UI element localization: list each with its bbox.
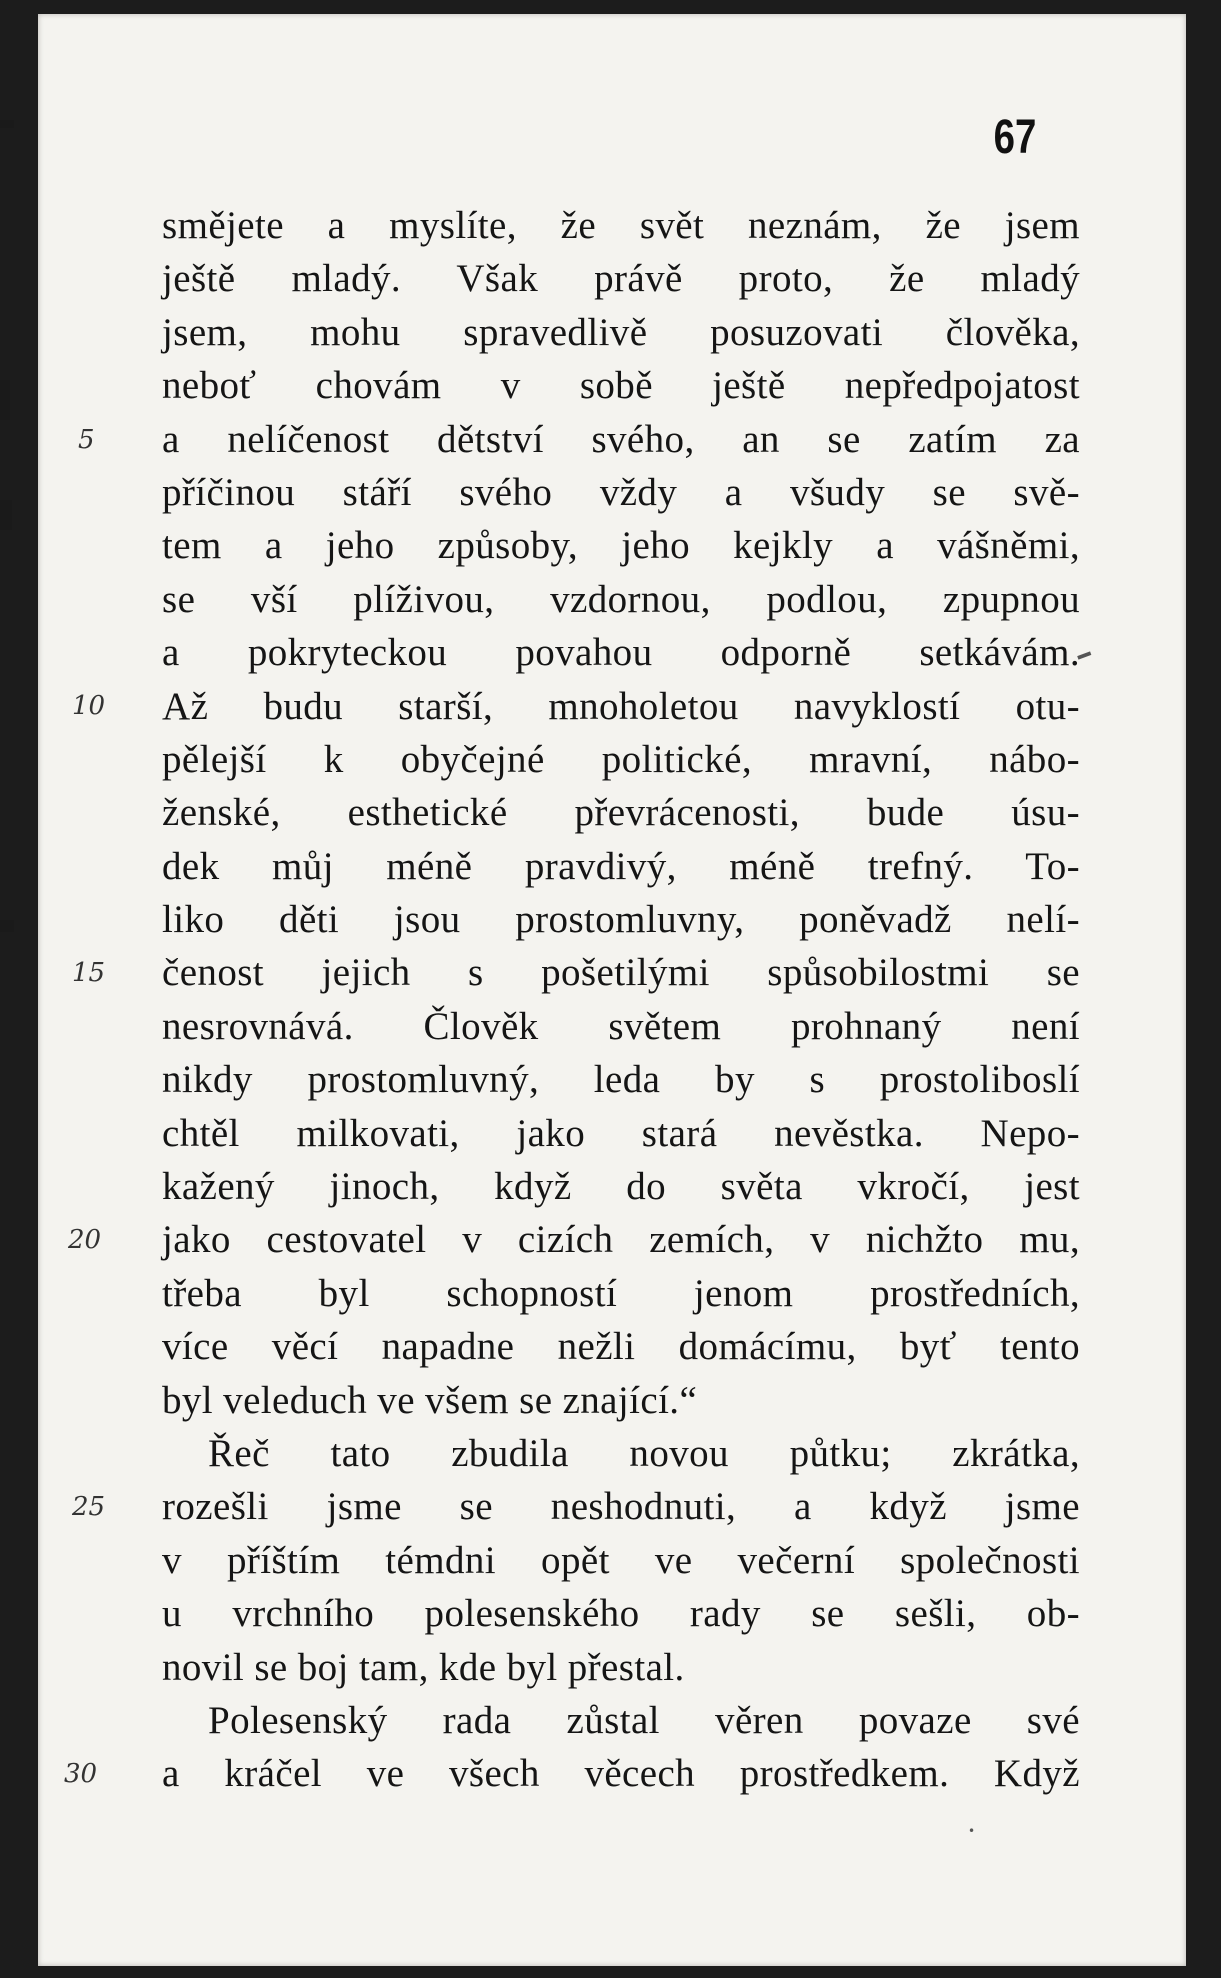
text-line: rozešli jsme se neshodnuti, a když jsme xyxy=(162,1485,1080,1529)
binding-edge-mark xyxy=(0,920,14,932)
text-line: ještě mladý. Však právě proto, že mladý xyxy=(162,257,1080,301)
body-text xyxy=(162,199,1080,1801)
text-line: pělejší k obyčejné politické, mravní, nábo- xyxy=(162,737,1080,781)
text-line: třeba byl schopností jenom prostředních, xyxy=(162,1271,1080,1315)
book-page xyxy=(38,14,1186,1966)
text-line: jsem, mohu spravedlivě posuzovati člověka, xyxy=(162,310,1080,354)
margin-note-10: 10 xyxy=(72,691,106,721)
margin-note-30: 30 xyxy=(64,1759,98,1789)
text-line: novil se boj tam, kde byl přestal. xyxy=(162,1645,685,1689)
page-number: 67 xyxy=(993,111,1036,164)
text-line: tem a jeho způsoby, jeho kejkly a vášněmi, xyxy=(162,524,1080,568)
margin-note-20: 20 xyxy=(68,1225,102,1255)
stray-mark: • xyxy=(968,1824,976,1838)
text-line: se vší plíživou, vzdornou, podlou, zpupnou xyxy=(162,577,1080,621)
text-line: a pokryteckou povahou odporně setkávám. xyxy=(162,631,1080,675)
text-line: chtěl milkovati, jako stará nevěstka. Nepo- xyxy=(162,1111,1080,1155)
binding-edge-mark xyxy=(0,380,10,420)
text-line: Až budu starší, mnoholetou navyklostí otu- xyxy=(162,684,1080,728)
margin-note-5: 5 xyxy=(78,425,95,455)
text-line: čenost jejich s pošetilými spůsobilostmi se xyxy=(162,951,1080,995)
text-line: a kráčel ve všech věcech prostředkem. Když xyxy=(162,1752,1080,1796)
text-line: dek můj méně pravdivý, méně trefný. To- xyxy=(162,844,1080,888)
text-line: jako cestovatel v cizích zemích, v nichžto mu, xyxy=(162,1218,1080,1262)
margin-note-25: 25 xyxy=(72,1492,106,1522)
binding-edge-mark xyxy=(0,120,14,128)
text-line: v příštím témdni opět ve večerní společnosti xyxy=(162,1538,1080,1582)
stray-mark: ━ xyxy=(1074,642,1096,671)
text-line: kažený jinoch, když do světa vkročí, jest xyxy=(162,1165,1080,1209)
text-line: nikdy prostomluvný, leda by s prostoliboslí xyxy=(162,1058,1080,1102)
text-line: Řeč tato zbudila novou půtku; zkrátka, xyxy=(208,1431,1080,1475)
text-line: příčinou stáří svého vždy a všudy se svě- xyxy=(162,470,1080,514)
text-line: byl veleduch ve všem se znající.“ xyxy=(162,1378,698,1422)
text-line: smějete a myslíte, že svět neznám, že jsem xyxy=(162,204,1080,247)
text-line: nesrovnává. Člověk světem prohnaný není xyxy=(162,1004,1080,1048)
text-line: liko děti jsou prostomluvny, poněvadž nelí- xyxy=(162,898,1080,942)
binding-edge-mark xyxy=(0,500,12,530)
text-line: u vrchního polesenského rady se sešli, ob- xyxy=(162,1592,1080,1636)
text-line: ženské, esthetické převrácenosti, bude úsu- xyxy=(162,791,1080,835)
margin-note-15: 15 xyxy=(72,958,106,988)
text-line: více věcí napadne nežli domácímu, byť tento xyxy=(162,1325,1080,1369)
text-line: neboť chovám v sobě ještě nepředpojatost xyxy=(162,364,1080,408)
text-line: a nelíčenost dětství svého, an se zatím za xyxy=(162,417,1080,461)
text-line: Polesenský rada zůstal věren povaze své xyxy=(208,1698,1080,1742)
